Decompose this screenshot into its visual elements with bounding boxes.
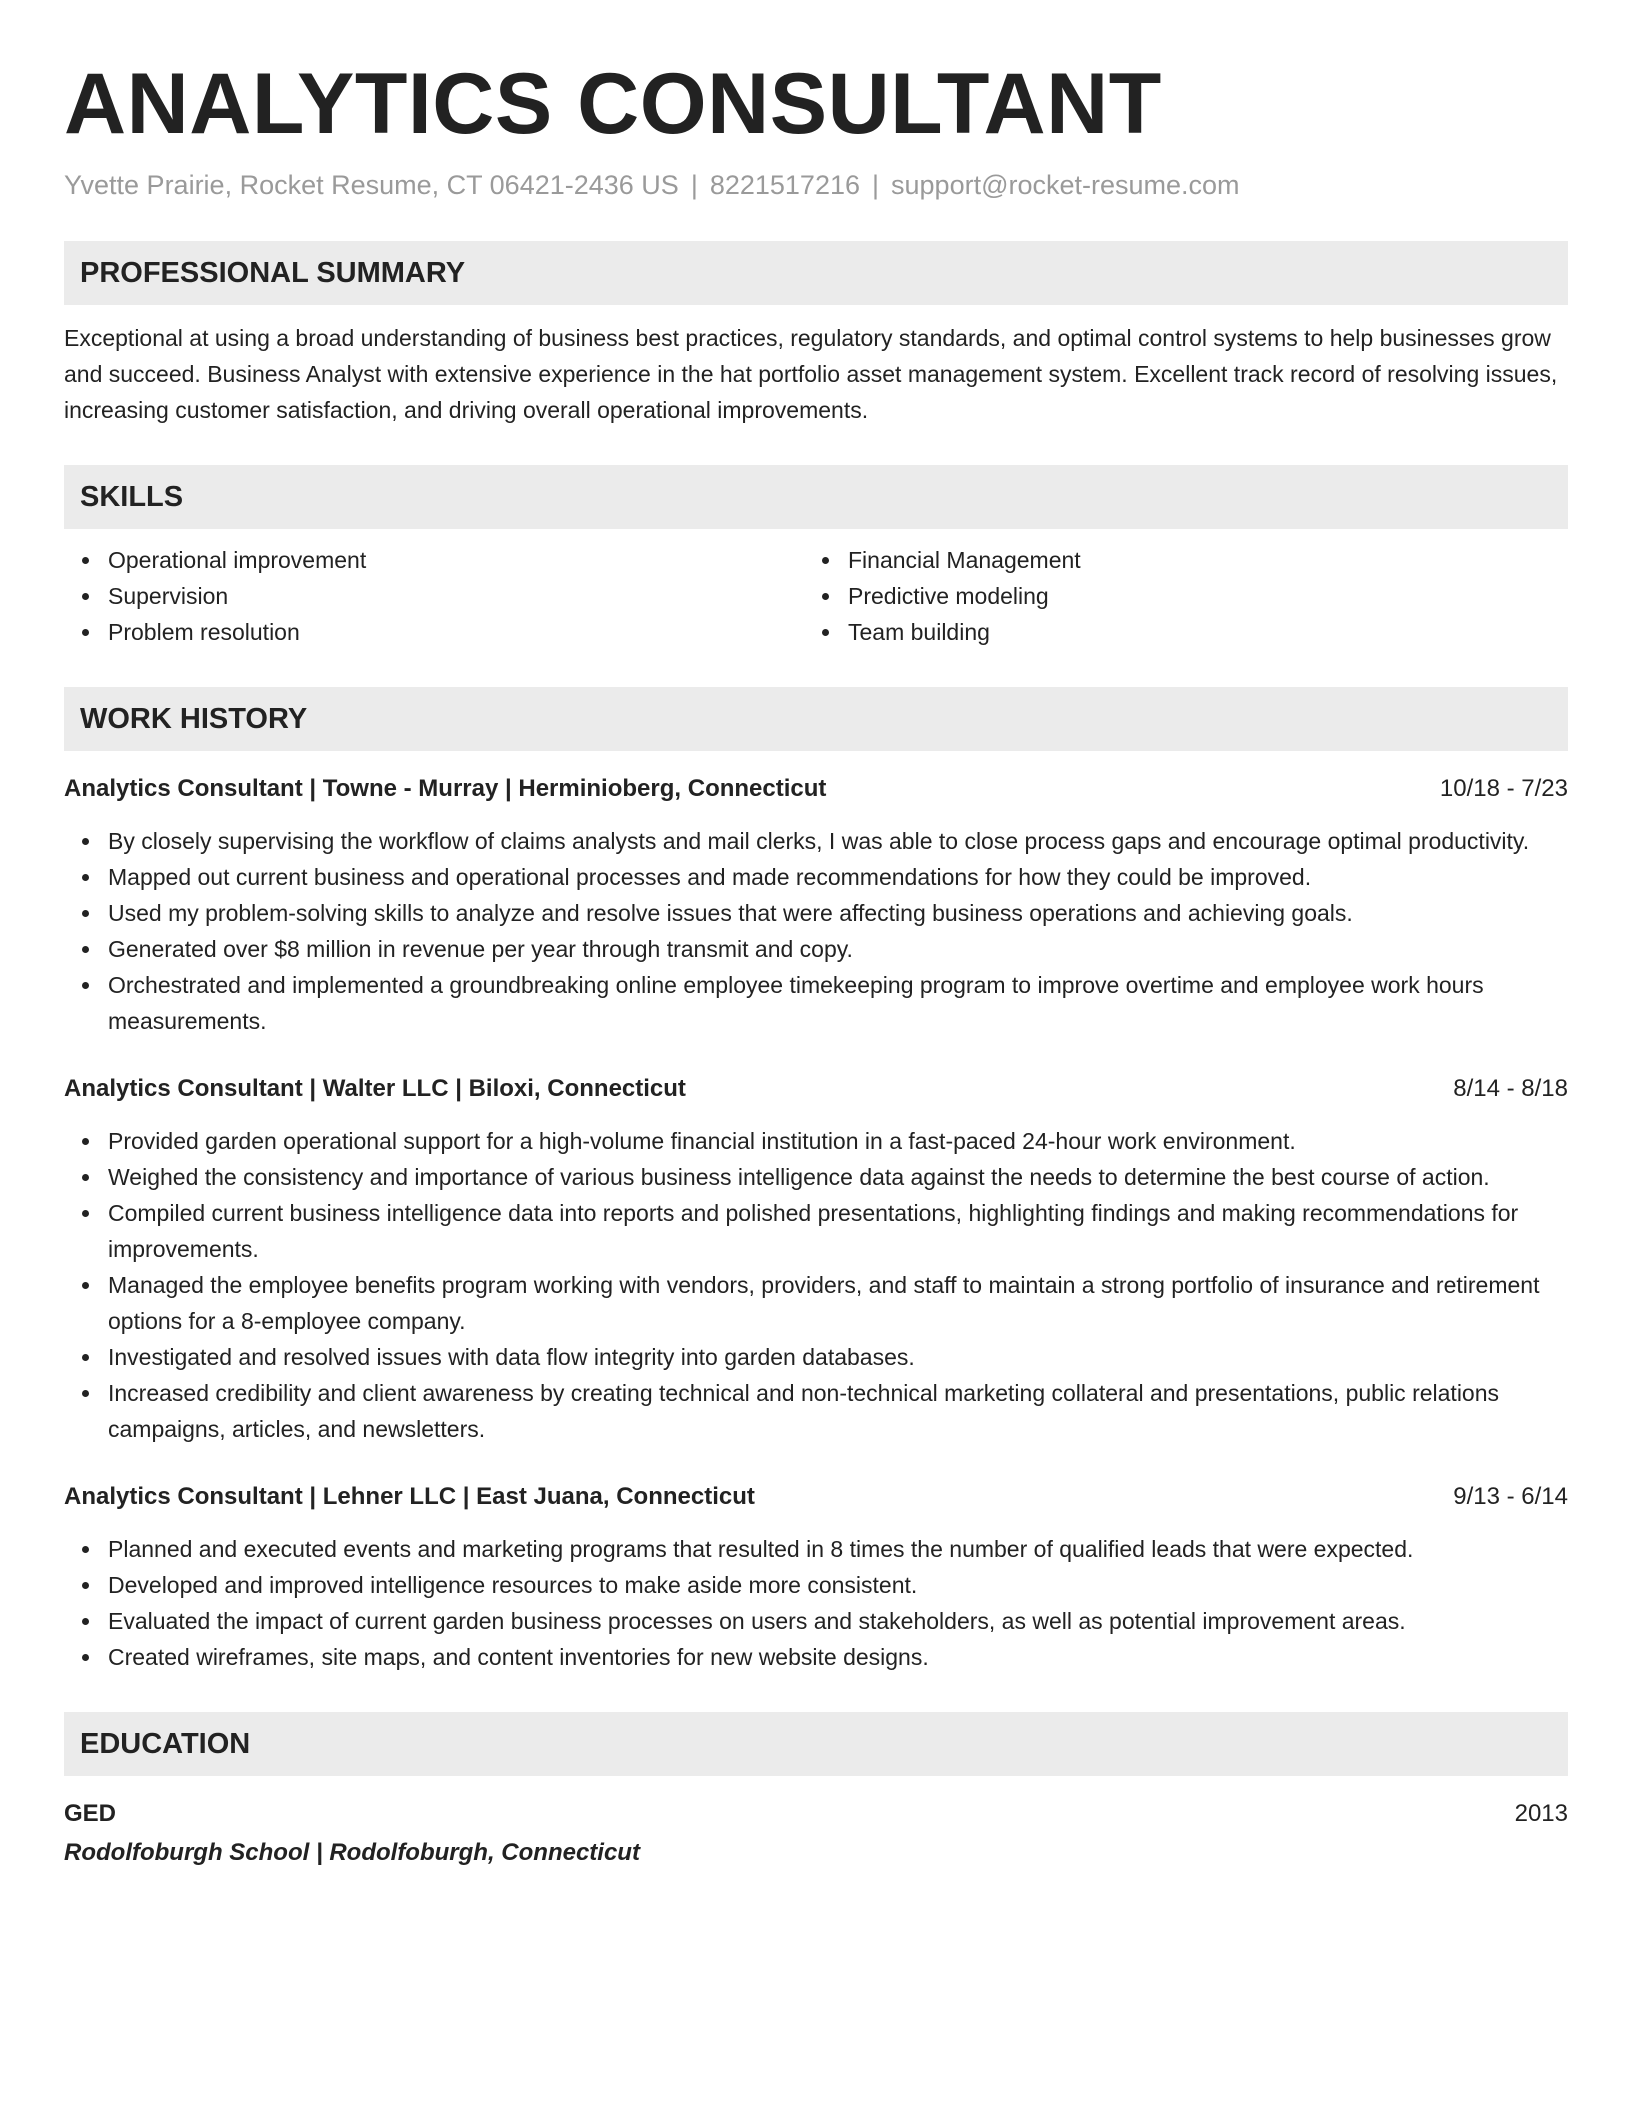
section-header-work-history: WORK HISTORY [64, 687, 1568, 751]
job-dates: 9/13 - 6/14 [1453, 1483, 1568, 1510]
contact-email: support@rocket-resume.com [891, 170, 1240, 200]
job-bullets [64, 823, 1568, 1039]
resume-name: ANALYTICS CONSULTANT [64, 56, 1162, 152]
skill-item: Predictive modeling [848, 578, 1568, 614]
contact-phone: 8221517216 [709, 170, 860, 200]
job-bullet: Mapped out current business and operational processes and made recommendations for how they could be improved. [108, 859, 1568, 895]
job-title: Analytics Consultant | Towne - Murray | Herminioberg, Connecticut [64, 775, 827, 802]
contact-separator: | [690, 170, 698, 200]
summary-text: Exceptional at using a broad understanding of business best practices, regulatory standards, and optimal control systems to help businesses grow and succeed. Business Analyst with extensive experience in the hat portfolio asset management system. Excellent track record of resolving issues, increasing customer satisfaction, and driving overall operational improvements. [64, 325, 1558, 423]
job-dates: 8/14 - 8/18 [1453, 1075, 1568, 1102]
job-bullet: Compiled current business intelligence data into reports and polished presentations, highlighting findings and making recommendations for improvements. [108, 1195, 1568, 1267]
education-year: 2013 [1514, 1800, 1568, 1827]
skill-item: Problem resolution [108, 614, 804, 650]
job-dates: 10/18 - 7/23 [1439, 775, 1568, 802]
skills-column-right [804, 542, 1568, 650]
section-header-summary: PROFESSIONAL SUMMARY [64, 241, 1568, 305]
job-bullet: Planned and executed events and marketing programs that resulted in 8 times the number of qualified leads that were expected. [108, 1531, 1568, 1567]
job-bullet: Created wireframes, site maps, and content inventories for new website designs. [108, 1639, 1568, 1675]
section-header-education: EDUCATION [64, 1712, 1568, 1776]
job-bullet: By closely supervising the workflow of claims analysts and mail clerks, I was able to close process gaps and encourage optimal productivity. [108, 823, 1568, 859]
section-header-skills: SKILLS [64, 465, 1568, 529]
job-entry [64, 1479, 1568, 1675]
contact-address: Yvette Prairie, Rocket Resume, CT 06421-2436 US [64, 170, 679, 200]
contact-separator: | [872, 170, 880, 200]
skill-item: Supervision [108, 578, 804, 614]
job-bullet: Weighed the consistency and importance of various business intelligence data against the needs to determine the best course of action. [108, 1159, 1568, 1195]
job-bullet: Generated over $8 million in revenue per year through transmit and copy. [108, 931, 1568, 967]
education-header [64, 1796, 1568, 1832]
job-bullet: Developed and improved intelligence resources to make aside more consistent. [108, 1567, 1568, 1603]
job-bullet: Managed the employee benefits program working with vendors, providers, and staff to maintain a strong portfolio of insurance and retirement options for a 8-employee company. [108, 1267, 1568, 1339]
job-bullet: Orchestrated and implemented a groundbreaking online employee timekeeping program to improve overtime and employee work hours measurements. [108, 967, 1568, 1039]
job-entry [64, 1071, 1568, 1447]
job-title: Analytics Consultant | Lehner LLC | East Juana, Connecticut [64, 1483, 755, 1510]
job-bullet: Evaluated the impact of current garden business processes on users and stakeholders, as well as potential improvement areas. [108, 1603, 1568, 1639]
skill-item: Team building [848, 614, 1568, 650]
job-bullet: Provided garden operational support for a high-volume financial institution in a fast-paced 24-hour work environment. [108, 1123, 1568, 1159]
job-title: Analytics Consultant | Walter LLC | Biloxi, Connecticut [64, 1075, 686, 1102]
job-header [64, 1479, 1568, 1515]
job-bullets [64, 1531, 1568, 1675]
job-header [64, 1071, 1568, 1107]
skills-grid [64, 542, 1568, 650]
education-school: Rodolfoburgh School | Rodolfoburgh, Connecticut [64, 1839, 640, 1866]
contact-line [64, 166, 1568, 204]
skill-item: Financial Management [848, 542, 1568, 578]
education-entry [64, 1796, 1568, 1871]
skills-column-left [64, 542, 804, 650]
job-bullet: Used my problem-solving skills to analyze and resolve issues that were affecting business operations and achieving goals. [108, 895, 1568, 931]
job-bullet: Increased credibility and client awareness by creating technical and non-technical marketing collateral and presentations, public relations campaigns, articles, and newsletters. [108, 1375, 1568, 1447]
job-header [64, 771, 1568, 807]
job-entry [64, 771, 1568, 1039]
education-degree: GED [64, 1800, 117, 1827]
job-bullets [64, 1123, 1568, 1447]
skill-item: Operational improvement [108, 542, 804, 578]
job-bullet: Investigated and resolved issues with data flow integrity into garden databases. [108, 1339, 1568, 1375]
